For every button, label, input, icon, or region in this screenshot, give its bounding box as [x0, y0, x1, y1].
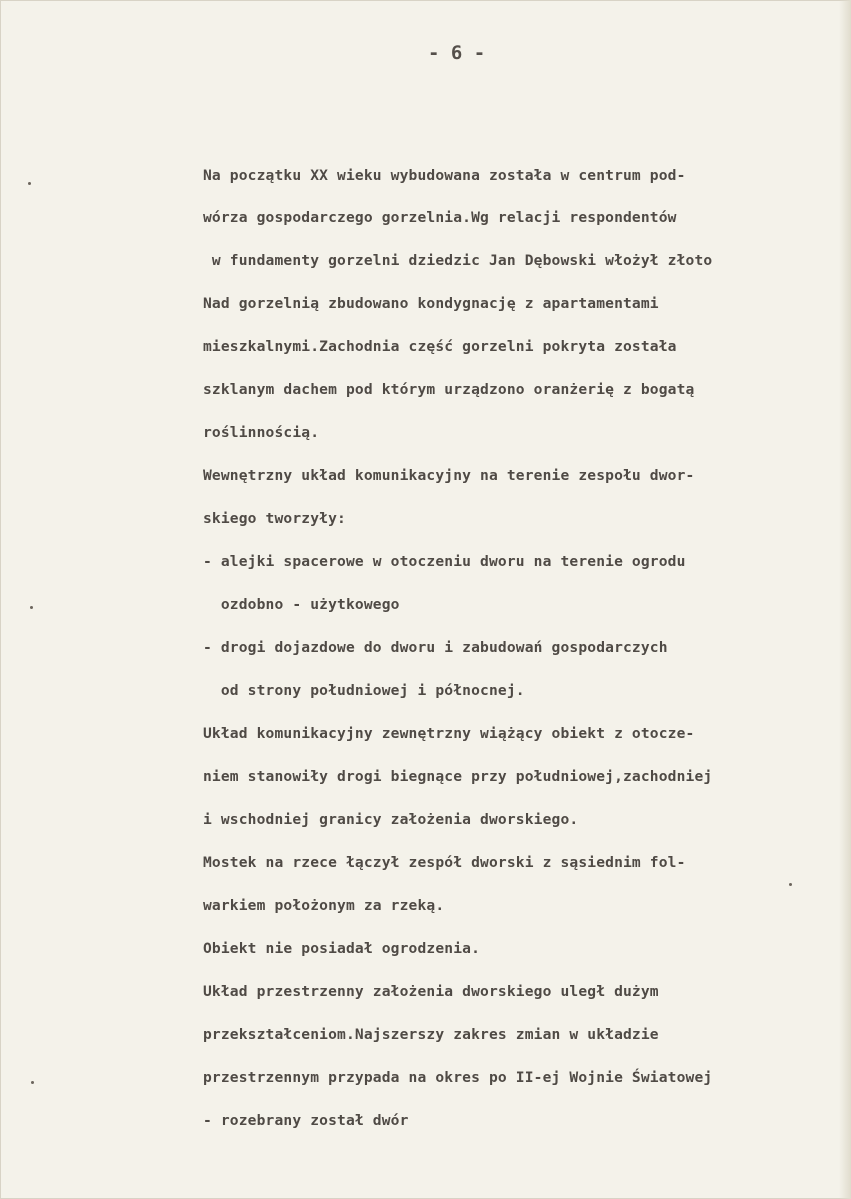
text-line: mieszkalnymi.Zachodnia część gorzelni pokryta została — [203, 338, 677, 355]
text-line: przestrzennym przypada na okres po II-ej Wojnie Światowej — [203, 1069, 713, 1086]
text-line: Wewnętrzny układ komunikacyjny na terenie zespołu dwor- — [203, 467, 695, 484]
text-line: Układ przestrzenny założenia dworskiego uległ dużym — [203, 983, 659, 1000]
text-line: Mostek na rzece łączył zespół dworski z sąsiednim fol- — [203, 854, 686, 871]
text-line: - rozebrany został dwór — [203, 1112, 409, 1129]
paper-speck — [789, 883, 792, 886]
paper-speck — [31, 1081, 34, 1084]
text-line: skiego tworzyły: — [203, 510, 346, 527]
text-line: Układ komunikacyjny zewnętrzny wiążący obiekt z otocze- — [203, 725, 695, 742]
text-line: Nad gorzelnią zbudowano kondygnację z apartamentami — [203, 295, 659, 312]
paper-edge-shadow — [839, 0, 851, 1199]
text-line: Obiekt nie posiadał ogrodzenia. — [203, 940, 481, 957]
text-line: - alejki spacerowe w otoczeniu dworu na terenie ogrodu — [203, 553, 686, 570]
text-line: przekształceniom.Najszerszy zakres zmian w układzie — [203, 1026, 659, 1043]
text-line: ozdobno - użytkowego — [203, 596, 400, 613]
paper-speck — [28, 182, 31, 185]
text-line: w fundamenty gorzelni dziedzic Jan Dębowski włożył złoto — [203, 252, 713, 269]
text-line: wórza gospodarczego gorzelnia.Wg relacji respondentów — [203, 209, 677, 226]
text-line: i wschodniej granicy założenia dworskiego. — [203, 811, 579, 828]
text-line: warkiem położonym za rzeką. — [203, 897, 445, 914]
page-number: - 6 - — [428, 42, 486, 64]
text-line: Na początku XX wieku wybudowana została w centrum pod- — [203, 167, 686, 184]
paper-speck — [30, 606, 33, 609]
text-line: - drogi dojazdowe do dworu i zabudowań gospodarczych — [203, 639, 668, 656]
text-line: roślinnością. — [203, 424, 320, 441]
text-line: niem stanowiły drogi biegnące przy południowej,zachodniej — [203, 768, 713, 785]
text-line: szklanym dachem pod którym urządzono oranżerię z bogatą — [203, 381, 695, 398]
text-line: od strony południowej i północnej. — [203, 682, 525, 699]
